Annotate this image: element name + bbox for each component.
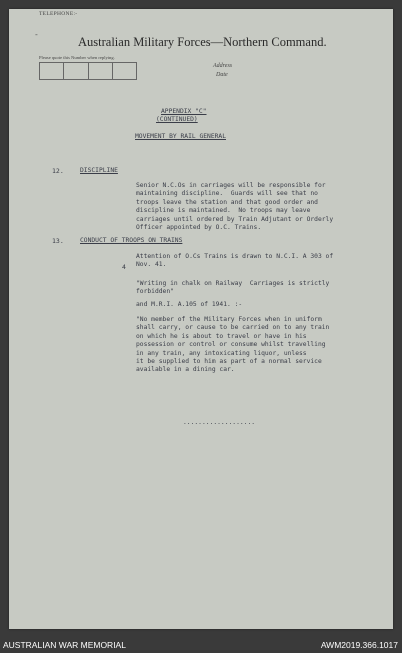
margin-mark: 4 (122, 263, 126, 271)
section-body: Senior N.C.Os in carriages will be responsible for maintaining discipline. Guards will see that no troops leave the station and that good order and discipline is maintained. No troops may leave carriages until ordered by Train Adjutant or Orderly Officer appointed by O.C. Trains. (136, 182, 334, 232)
date-label: Date (216, 72, 228, 78)
quote-note: Please quote this Number when replying. (39, 55, 115, 60)
letterhead-title: Australian Military Forces—Northern Command. (78, 35, 327, 49)
section-body-paragraph: and M.R.I. A.105 of 1941. :- (136, 301, 243, 308)
reference-box (113, 63, 136, 79)
section-title: CONDUCT OF TROOPS ON TRAINS (80, 237, 183, 244)
document-page (9, 9, 393, 629)
divider-dots: ................... (183, 419, 256, 426)
section-quote: "Writing in chalk on Railway Carriages is strictly forbidden" (136, 280, 330, 296)
section-number: 12. (52, 167, 64, 175)
appendix-title: APPENDIX "C" (161, 108, 207, 115)
letterhead-dash: - (34, 30, 39, 39)
accession-number: AWM2019.366.1017 (320, 640, 398, 650)
document-heading: MOVEMENT BY RAIL GENERAL (135, 133, 226, 140)
address-label: Address (213, 63, 233, 69)
telephone-label: TELEPHONE:- (39, 11, 78, 17)
reference-number-boxes (39, 62, 137, 80)
reference-box (40, 63, 64, 79)
institution-name: AUSTRALIAN WAR MEMORIAL (3, 640, 126, 650)
section-title: DISCIPLINE (80, 167, 118, 174)
section-quote: "No member of the Military Forces when in uniform shall carry, or cause to be carried on to any train on which he is about to travel or have in his possession or control or consume whilst travelling in any train, any intoxicating liquor, unless it be supplied to him as part of a normal service available in a dining car. (136, 316, 330, 374)
appendix-continued: (CONTINUED) (156, 116, 198, 123)
reference-box (89, 63, 113, 79)
reference-box (64, 63, 88, 79)
section-number: 13. (52, 237, 64, 245)
section-body-paragraph: Attention of O.Cs Trains is drawn to N.C.I. A 303 of Nov. 41. (136, 253, 334, 269)
